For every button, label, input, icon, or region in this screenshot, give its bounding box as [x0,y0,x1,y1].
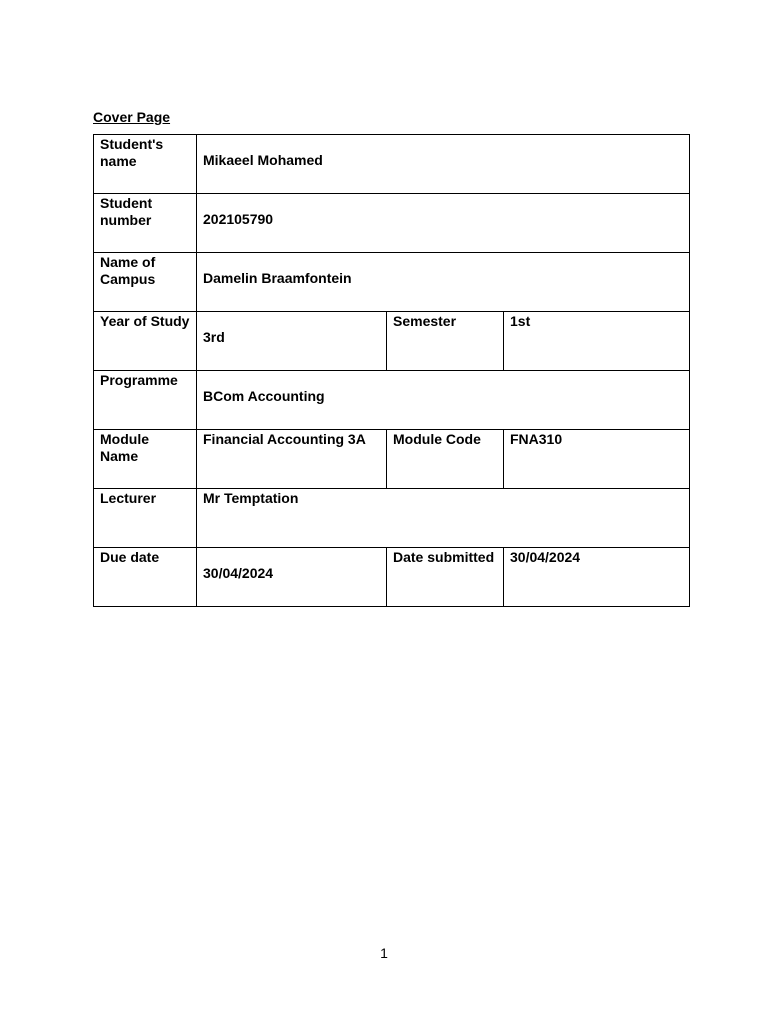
row-year-of-study [94,312,690,371]
programme-label: Programme [100,372,178,388]
due-date-value: 30/04/2024 [203,565,274,581]
label-cell [94,430,197,489]
value-cell [197,312,387,371]
lecturer-value: Mr Temptation [203,490,299,506]
row-lecturer [94,489,690,548]
label-cell [387,548,504,607]
label-cell [387,430,504,489]
semester-value: 1st [510,313,531,329]
due-date-label: Due date [100,549,160,565]
label-cell [94,371,197,430]
value-cell [197,253,690,312]
label-cell [94,135,197,194]
module-code-value: FNA310 [510,431,563,447]
semester-label: Semester [393,313,457,329]
row-campus [94,253,690,312]
value-cell [197,194,690,253]
student-name-label: Student's name [100,136,164,169]
label-cell [94,194,197,253]
value-cell [504,312,690,371]
row-dates [94,548,690,607]
student-name-value: Mikaeel Mohamed [203,152,323,168]
lecturer-label: Lecturer [100,490,157,506]
value-cell [197,135,690,194]
value-cell [504,548,690,607]
date-submitted-label: Date submitted [393,549,495,565]
value-cell [197,489,690,548]
page-number: 1 [380,945,388,961]
row-student-number [94,194,690,253]
module-code-label: Module Code [393,431,481,447]
campus-value: Damelin Braamfontein [203,270,352,286]
value-cell [197,548,387,607]
student-number-label: Student number [100,195,153,228]
label-cell [94,489,197,548]
label-cell [94,312,197,371]
date-submitted-value: 30/04/2024 [510,549,581,565]
year-value: 3rd [203,329,225,345]
student-number-value: 202105790 [203,211,274,227]
campus-label: Name of Campus [100,254,156,287]
row-module [94,430,690,489]
value-cell [197,430,387,489]
row-student-name [94,135,690,194]
page-heading: Cover Page [93,109,171,125]
label-cell [94,548,197,607]
module-name-value: Financial Accounting 3A [203,431,366,447]
programme-value: BCom Accounting [203,388,325,404]
value-cell [197,371,690,430]
cover-table [93,134,690,607]
value-cell [504,430,690,489]
label-cell [94,253,197,312]
row-programme [94,371,690,430]
module-name-label: Module Name [100,431,149,464]
label-cell [387,312,504,371]
year-label: Year of Study [100,313,190,329]
